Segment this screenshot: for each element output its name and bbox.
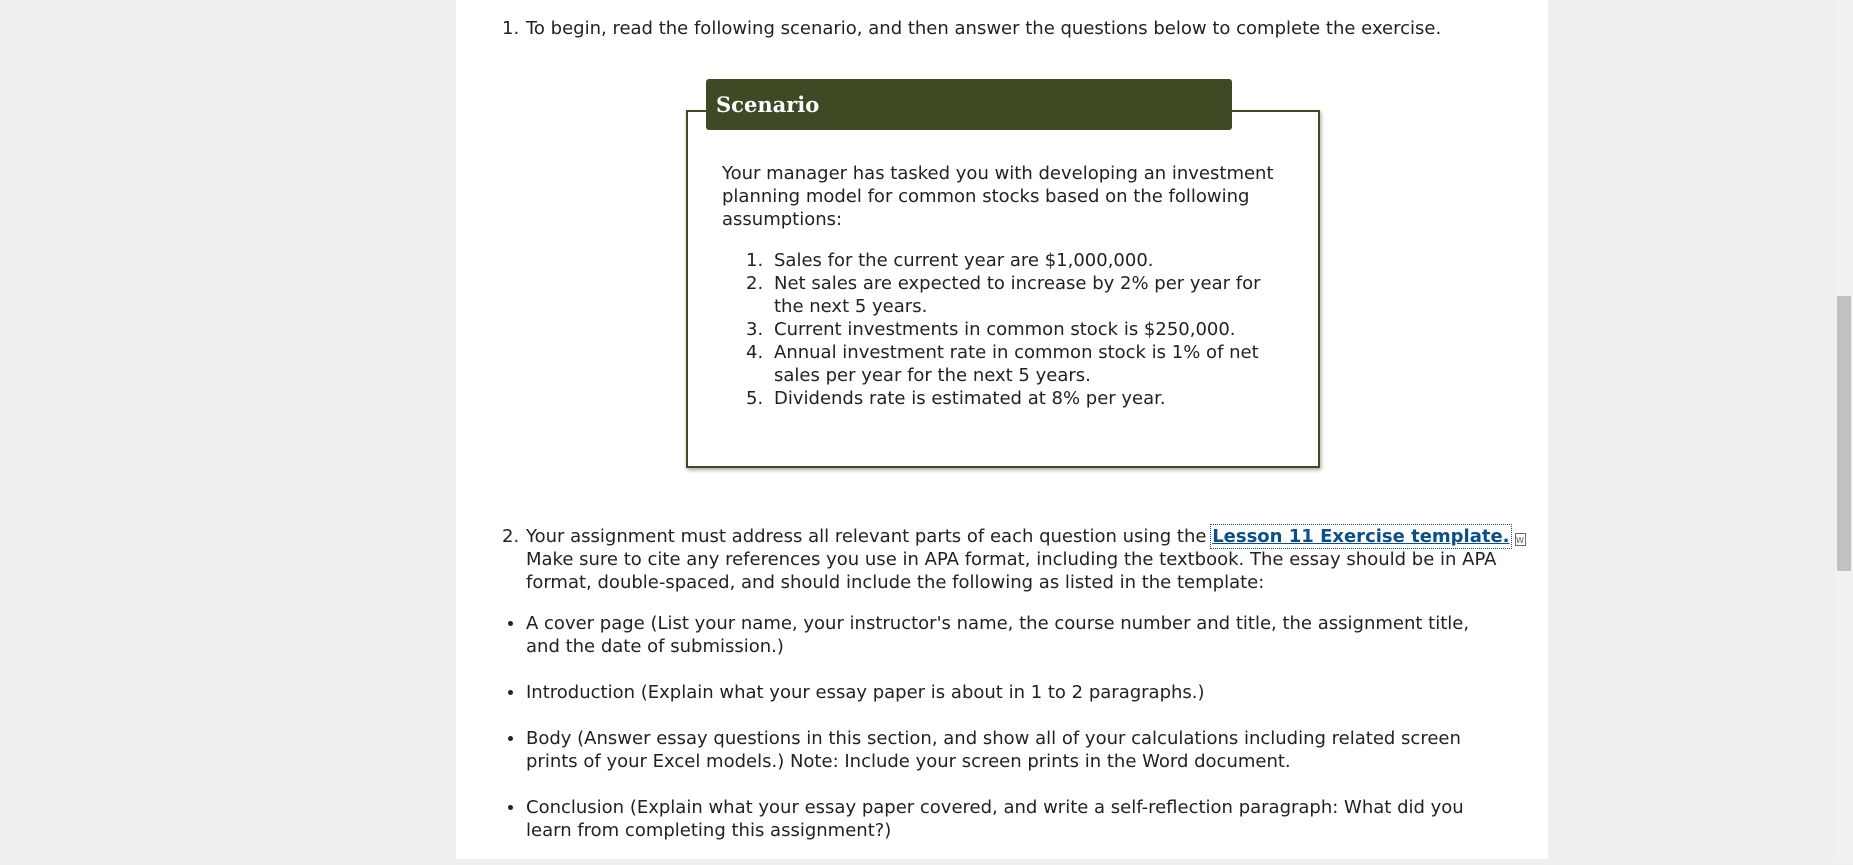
- assumption-number: 3.: [746, 319, 764, 340]
- word-document-icon: W: [1515, 533, 1526, 546]
- list-item: [502, 681, 1502, 704]
- bullet-icon: [508, 690, 513, 695]
- assumption-number: 2.: [746, 273, 764, 294]
- assumption-item: [746, 387, 1266, 410]
- assumption-item: [746, 249, 1266, 272]
- list-item-text: Introduction (Explain what your essay paper is about in 1 to 2 paragraphs.): [526, 682, 1205, 703]
- bullet-icon: [508, 736, 513, 741]
- list-item-text: Conclusion (Explain what your essay paper covered, and write a self-reflection paragraph: What did you learn from completing this assignment?): [526, 797, 1464, 841]
- assumption-text: Sales for the current year are $1,000,000.: [774, 250, 1154, 271]
- assumptions-list: [746, 249, 1266, 410]
- assumption-item: [746, 318, 1266, 341]
- assumption-item: [746, 272, 1266, 318]
- list-item-text: Body (Answer essay questions in this section, and show all of your calculations including related screen prints of your Excel models.) Note: Include your screen prints in the Word document.: [526, 728, 1461, 772]
- assumption-text: Dividends rate is estimated at 8% per year.: [774, 388, 1166, 409]
- page-scrollbar[interactable]: [1835, 0, 1853, 859]
- bullet-icon: [508, 805, 513, 810]
- step-1-text: To begin, read the following scenario, and then answer the questions below to complete the exercise.: [526, 18, 1442, 39]
- list-item: [502, 612, 1502, 658]
- list-item: [502, 727, 1502, 773]
- bullet-icon: [508, 621, 513, 626]
- content-page: [456, 0, 1548, 859]
- list-item: [502, 796, 1502, 842]
- step-number: 2.: [502, 526, 520, 547]
- assumption-text: Annual investment rate in common stock is 1% of net sales per year for the next 5 years.: [774, 342, 1259, 386]
- scenario-title: Scenario: [706, 79, 1232, 130]
- lesson-template-link[interactable]: Lesson 11 Exercise template.: [1212, 526, 1510, 547]
- template-sections-list: [502, 612, 1502, 865]
- assumption-text: Current investments in common stock is $250,000.: [774, 319, 1236, 340]
- assumption-number: 5.: [746, 388, 764, 409]
- step-2-text: [526, 525, 1536, 594]
- assumption-number: 4.: [746, 342, 764, 363]
- step-number: 1.: [502, 18, 520, 39]
- assumption-number: 1.: [746, 250, 764, 271]
- step-2-text-after: Make sure to cite any references you use in APA format, including the textbook. The essay should be in APA format, double-spaced, and should include the following as listed in the template:: [526, 549, 1497, 593]
- scenario-intro: Your manager has tasked you with developing an investment planning model for common stocks based on the following assumptions:: [722, 163, 1274, 230]
- scrollbar-thumb[interactable]: [1837, 296, 1851, 571]
- step-2-text-before: Your assignment must address all relevant parts of each question using the: [526, 526, 1213, 547]
- assumption-item: [746, 341, 1266, 387]
- list-item-text: A cover page (List your name, your instructor's name, the course number and title, the assignment title, and the date of submission.): [526, 613, 1470, 657]
- assumption-text: Net sales are expected to increase by 2% per year for the next 5 years.: [774, 273, 1261, 317]
